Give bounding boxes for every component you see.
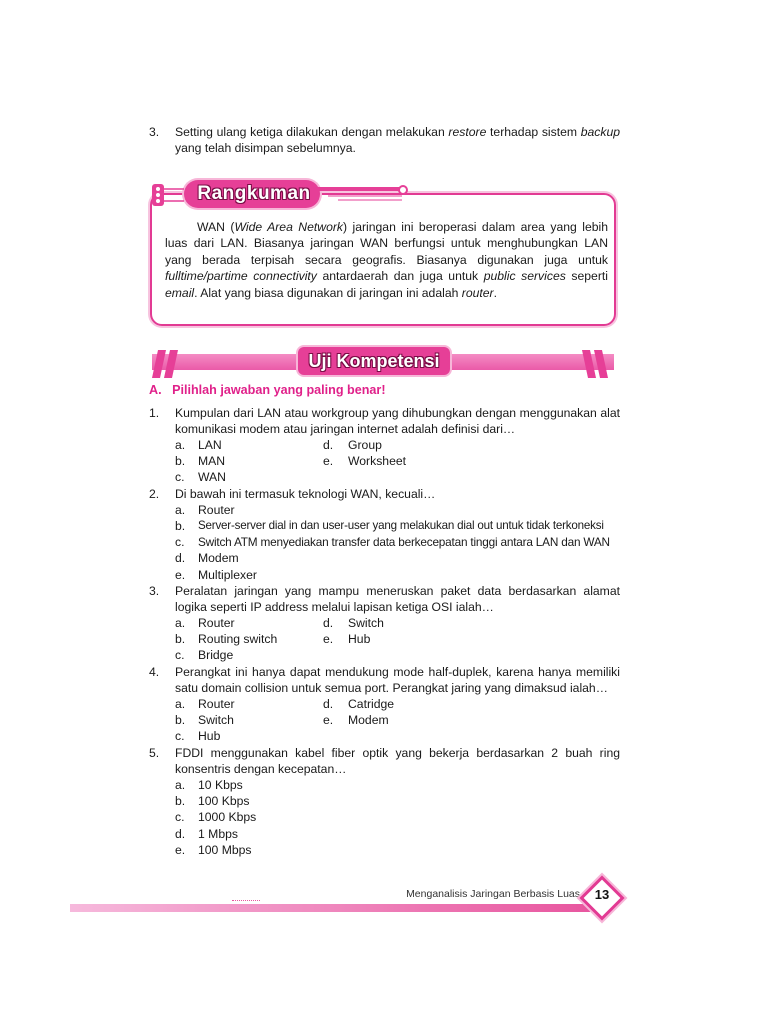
q3-option-a: Router xyxy=(198,616,235,630)
rangkuman-connector-icon xyxy=(150,180,190,210)
q2-option-c-letter: c. xyxy=(175,535,185,549)
italic-run: restore xyxy=(448,125,487,139)
q5-option-a-letter: a. xyxy=(175,778,186,792)
section-a-heading: A. Pilihlah jawaban yang paling benar! xyxy=(149,383,386,397)
q5-option-c: 1000 Kbps xyxy=(198,810,257,824)
q2-option-d-letter: d. xyxy=(175,551,186,565)
top-item-text xyxy=(175,124,620,157)
text-run: terhadap sistem xyxy=(486,125,581,139)
footer-dots-decoration xyxy=(232,900,260,901)
q2-option-c: Switch ATM menyediakan transfer data berkecepatan tinggi antara LAN dan WAN xyxy=(198,535,610,549)
q3-option-e: Hub xyxy=(348,632,371,646)
q3-option-e-letter: e. xyxy=(323,632,334,646)
question-1-text: Kumpulan dari LAN atau workgroup yang dihubungkan dengan menggunakan alat komunikasi modem atau jaringan internet adalah definisi dari… xyxy=(175,406,620,437)
question-5-text: FDDI menggunakan kabel fiber optik yang bekerja berdasarkan 2 buah ring konsentris dengan kecepatan… xyxy=(175,746,620,777)
q4-option-c: Hub xyxy=(198,729,221,743)
rangkuman-title: Rangkuman xyxy=(197,183,311,204)
q5-option-b-letter: b. xyxy=(175,794,186,808)
q4-option-e: Modem xyxy=(348,713,389,727)
q1-option-c-letter: c. xyxy=(175,470,185,484)
q5-option-d-letter: d. xyxy=(175,827,186,841)
uji-kompetensi-title: Uji Kompetensi xyxy=(308,351,440,371)
question-5-number: 5. xyxy=(149,746,160,760)
q4-option-a-letter: a. xyxy=(175,697,186,711)
q3-option-b: Routing switch xyxy=(198,632,278,646)
q4-option-e-letter: e. xyxy=(323,713,334,727)
q1-option-c: WAN xyxy=(198,470,226,484)
q2-option-d: Modem xyxy=(198,551,239,565)
q1-option-e-letter: e. xyxy=(323,454,334,468)
q5-option-e-letter: e. xyxy=(175,843,186,857)
q1-option-d: Group xyxy=(348,438,382,452)
q5-option-e: 100 Mbps xyxy=(198,843,252,857)
page-number: 13 xyxy=(594,887,610,902)
q2-option-e: Multiplexer xyxy=(198,568,257,582)
text-run: . xyxy=(493,285,498,300)
italic-run: email xyxy=(165,285,195,300)
italic-run: public services xyxy=(483,269,566,284)
rangkuman-text xyxy=(165,219,608,301)
q1-option-e: Worksheet xyxy=(348,454,407,468)
q4-option-b-letter: b. xyxy=(175,713,186,727)
q3-option-d: Switch xyxy=(348,616,384,630)
italic-run: Wide Area Network xyxy=(234,220,343,234)
q5-option-a: 10 Kbps xyxy=(198,778,243,792)
right-slash-decoration xyxy=(578,350,614,378)
left-slash-decoration xyxy=(152,350,182,378)
text-run: seperti xyxy=(565,269,608,284)
q2-option-b-letter: b. xyxy=(175,519,186,533)
q4-option-c-letter: c. xyxy=(175,729,185,743)
text-run: ) jaringan ini beroperasi dalam area yang lebih luas dari LAN. Biasanya jaringan WAN berfungsi untuk menghubungkan LAN yang berada terpisah secara geografis. Biasanya digunakan juga untuk xyxy=(165,220,608,267)
italic-run: router xyxy=(461,285,494,300)
q4-option-d: Catridge xyxy=(348,697,395,711)
footer-bar xyxy=(70,904,590,912)
q1-option-b-letter: b. xyxy=(175,454,186,468)
q1-option-a: LAN xyxy=(198,438,222,452)
q1-option-d-letter: d. xyxy=(323,438,334,452)
q3-option-c-letter: c. xyxy=(175,648,185,662)
footer-running-title: Menganalisis Jaringan Berbasis Luas xyxy=(406,888,580,900)
italic-run: backup xyxy=(580,125,621,139)
question-1-number: 1. xyxy=(149,406,160,420)
q5-option-b: 100 Kbps xyxy=(198,794,250,808)
q4-option-b: Switch xyxy=(198,713,234,727)
text-run: WAN ( xyxy=(197,220,235,234)
rangkuman-lines-decoration xyxy=(318,182,410,204)
question-3-text: Peralatan jaringan yang mampu meneruskan paket data berdasarkan alamat logika seperti IP address melalui lapisan ketiga OSI ialah… xyxy=(175,584,620,615)
q2-option-b: Server-server dial in dan user-user yang melakukan dial out untuk tidak terkoneksi xyxy=(198,519,604,532)
q3-option-a-letter: a. xyxy=(175,616,186,630)
text-run: antardaerah dan juga untuk xyxy=(316,269,484,284)
question-4-text: Perangkat ini hanya dapat mendukung mode half-duplek, karena hanya memiliki satu domain collision untuk semua port. Perangkat jaring yang dimaksud ialah… xyxy=(175,665,620,696)
q4-option-d-letter: d. xyxy=(323,697,334,711)
q4-option-a: Router xyxy=(198,697,235,711)
q3-option-c: Bridge xyxy=(198,648,234,662)
question-2-text: Di bawah ini termasuk teknologi WAN, kecuali… xyxy=(175,487,436,501)
q1-option-a-letter: a. xyxy=(175,438,186,452)
q2-option-a: Router xyxy=(198,503,235,517)
text-run: yang telah disimpan sebelumnya. xyxy=(175,141,356,156)
question-3-number: 3. xyxy=(149,584,160,598)
question-2-number: 2. xyxy=(149,487,160,501)
question-4-number: 4. xyxy=(149,665,160,679)
q3-option-b-letter: b. xyxy=(175,632,186,646)
italic-run: fulltime/partime connectivity xyxy=(165,269,317,284)
q5-option-d: 1 Mbps xyxy=(198,827,238,841)
q2-option-a-letter: a. xyxy=(175,503,186,517)
q1-option-b: MAN xyxy=(198,454,226,468)
q5-option-c-letter: c. xyxy=(175,810,185,824)
q3-option-d-letter: d. xyxy=(323,616,334,630)
text-run: . Alat yang biasa digunakan di jaringan ini adalah xyxy=(194,285,462,300)
top-item-number: 3. xyxy=(149,125,160,139)
text-run: Setting ulang ketiga dilakukan dengan melakukan xyxy=(175,125,449,139)
q2-option-e-letter: e. xyxy=(175,568,186,582)
